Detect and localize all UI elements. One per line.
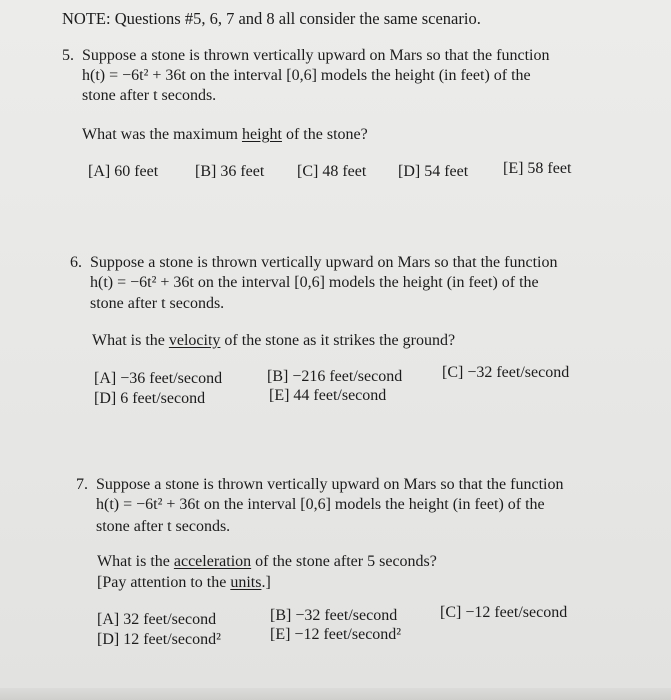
- answer-option-e[interactable]: [E] 58 feet: [503, 160, 572, 177]
- question-stem-line-2: h(t) = −6t² + 36t on the interval [0,6] models the height (in feet) of the: [82, 67, 531, 84]
- answer-option-a[interactable]: [A] 32 feet/second: [97, 611, 217, 628]
- question-stem-line-2: h(t) = −6t² + 36t on the interval [0,6] models the height (in feet) of the: [90, 274, 539, 291]
- question-number: 6.: [70, 254, 82, 271]
- answer-option-c[interactable]: [C] −12 feet/second: [440, 604, 568, 621]
- answer-option-d[interactable]: [D] 6 feet/second: [94, 390, 206, 407]
- answer-option-e[interactable]: [E] 44 feet/second: [269, 387, 387, 404]
- question-stem-line-3: stone after t seconds.: [82, 87, 217, 104]
- answer-option-e[interactable]: [E] −12 feet/second²: [270, 626, 402, 643]
- page-edge: [0, 688, 671, 700]
- question-prompt: What is the acceleration of the stone after 5 seconds?: [97, 553, 437, 570]
- answer-option-b[interactable]: [B] −216 feet/second: [267, 368, 403, 385]
- question-stem-line-1: Suppose a stone is thrown vertically upward on Mars so that the function: [96, 476, 564, 493]
- answer-option-b[interactable]: [B] −32 feet/second: [270, 607, 398, 624]
- question-stem-line-1: Suppose a stone is thrown vertically upward on Mars so that the function: [90, 254, 558, 271]
- question-prompt: What was the maximum height of the stone?: [82, 126, 368, 143]
- note-heading: NOTE: Questions #5, 6, 7 and 8 all consider the same scenario.: [62, 9, 481, 28]
- question-stem-line-3: stone after t seconds.: [90, 295, 225, 312]
- answer-option-b[interactable]: [B] 36 feet: [195, 163, 265, 180]
- question-stem-line-2: h(t) = −6t² + 36t on the interval [0,6] models the height (in feet) of the: [96, 496, 545, 513]
- answer-option-c[interactable]: [C] −32 feet/second: [442, 364, 570, 381]
- answer-option-d[interactable]: [D] 12 feet/second²: [97, 631, 221, 648]
- question-hint: [Pay attention to the units.]: [97, 574, 271, 591]
- question-number: 7.: [76, 476, 88, 493]
- question-number: 5.: [62, 47, 74, 64]
- answer-option-a[interactable]: [A] 60 feet: [88, 163, 159, 180]
- answer-option-c[interactable]: [C] 48 feet: [297, 163, 367, 180]
- answer-option-a[interactable]: [A] −36 feet/second: [94, 370, 223, 387]
- question-stem-line-3: stone after t seconds.: [96, 518, 231, 535]
- answer-option-d[interactable]: [D] 54 feet: [398, 163, 469, 180]
- question-stem-line-1: Suppose a stone is thrown vertically upward on Mars so that the function: [82, 47, 550, 64]
- question-prompt: What is the velocity of the stone as it strikes the ground?: [92, 332, 456, 349]
